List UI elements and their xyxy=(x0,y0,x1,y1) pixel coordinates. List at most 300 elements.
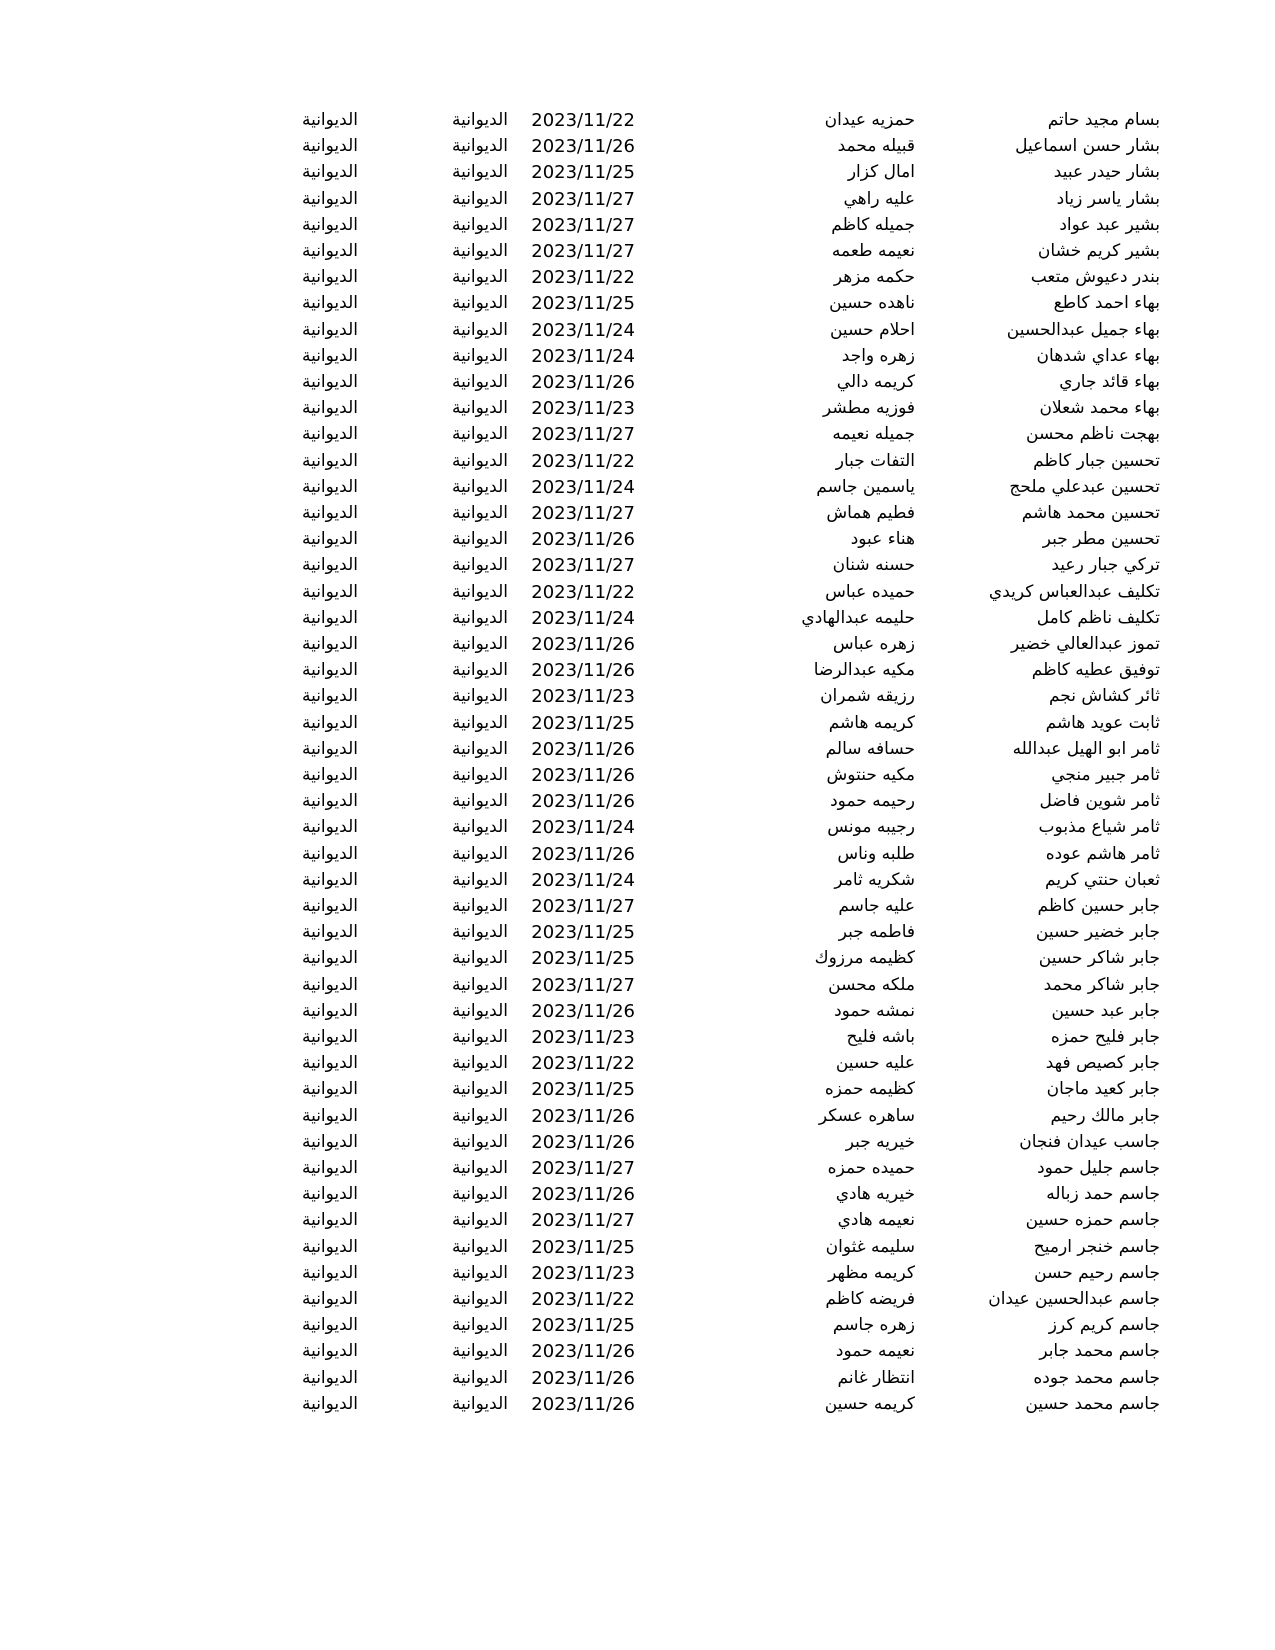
mother-name-cell: حكمه مزهر xyxy=(833,267,915,288)
city-cell: الديوانية xyxy=(301,267,358,288)
mother-name-cell: سليمه غثوان xyxy=(825,1236,915,1257)
province-cell: الديوانية xyxy=(451,922,508,943)
mother-name-cell: جميله نعيمه xyxy=(832,424,915,445)
province-cell: الديوانية xyxy=(451,1341,508,1362)
mother-name-cell: نعيمه حمود xyxy=(835,1341,915,1362)
city-cell: الديوانية xyxy=(301,162,358,183)
name-cell: جابر كصيص فهد xyxy=(1045,1053,1160,1074)
mother-name-cell: فريضه كاظم xyxy=(825,1289,915,1309)
province-cell: الديوانية xyxy=(451,712,508,733)
province-cell: الديوانية xyxy=(451,869,508,890)
city-cell: الديوانية xyxy=(301,1000,358,1021)
table-row xyxy=(0,998,1275,1025)
mother-name-cell: نعيمه هادي xyxy=(837,1210,915,1231)
name-cell: تحسين جبار كاظم xyxy=(1033,450,1160,471)
province-cell: الديوانية xyxy=(451,581,508,602)
name-cell: تحسين مطر جبر xyxy=(1042,529,1160,550)
table-row xyxy=(0,1338,1275,1365)
name-cell: ثائر كشاش نجم xyxy=(1048,686,1160,707)
city-cell: الديوانية xyxy=(301,1236,358,1257)
mother-name-cell: عليه جاسم xyxy=(838,896,915,916)
name-cell: جاسم جليل حمود xyxy=(1037,1158,1160,1178)
table-row xyxy=(0,1129,1275,1156)
name-cell: جابر عبد حسين xyxy=(1051,1000,1160,1021)
city-cell: الديوانية xyxy=(301,1393,358,1414)
date-cell: 2023/11/22 xyxy=(531,581,635,603)
name-cell: جابر حسين كاظم xyxy=(1037,896,1160,916)
table-row xyxy=(0,107,1275,134)
mother-name-cell: زهره عباس xyxy=(832,634,915,654)
name-cell: بهاء عداي شدهان xyxy=(1036,345,1160,366)
date-cell: 2023/11/22 xyxy=(531,1053,635,1075)
name-cell: تكليف عبدالعباس كريدي xyxy=(988,581,1160,602)
city-cell: الديوانية xyxy=(301,922,358,943)
date-cell: 2023/11/25 xyxy=(531,922,635,944)
mother-name-cell: حميده عباس xyxy=(825,581,915,602)
province-cell: الديوانية xyxy=(451,738,508,759)
city-cell: الديوانية xyxy=(301,1315,358,1336)
table-row xyxy=(0,395,1275,422)
city-cell: الديوانية xyxy=(301,450,358,471)
province-cell: الديوانية xyxy=(451,1393,508,1414)
date-cell: 2023/11/27 xyxy=(531,1210,635,1232)
province-cell: الديوانية xyxy=(451,372,508,392)
city-cell: الديوانية xyxy=(301,424,358,445)
name-cell: ثامر شوين فاضل xyxy=(1039,791,1160,812)
mother-name-cell: حليمه عبدالهادي xyxy=(801,607,915,628)
province-cell: الديوانية xyxy=(451,1367,508,1388)
table-row xyxy=(0,1076,1275,1103)
table-row xyxy=(0,133,1275,160)
name-cell: جاسم رحيم حسن xyxy=(1034,1262,1160,1283)
table-row xyxy=(0,631,1275,658)
city-cell: الديوانية xyxy=(301,817,358,838)
mother-name-cell: ملكه محسن xyxy=(828,974,915,995)
name-cell: جاسم محمد جوده xyxy=(1033,1367,1160,1388)
date-cell: 2023/11/27 xyxy=(531,1158,635,1179)
mother-name-cell: ياسمين جاسم xyxy=(816,476,915,497)
city-cell: الديوانية xyxy=(301,1131,358,1152)
date-cell: 2023/11/23 xyxy=(531,686,635,708)
table-row xyxy=(0,972,1275,999)
name-cell: بسام مجيد حاتم xyxy=(1047,110,1160,130)
province-cell: الديوانية xyxy=(451,555,508,576)
city-cell: الديوانية xyxy=(301,529,358,550)
date-cell: 2023/11/22 xyxy=(531,1289,635,1310)
mother-name-cell: مكيه حنتوش xyxy=(826,765,915,785)
city-cell: الديوانية xyxy=(301,372,358,392)
name-cell: جاسم عبدالحسين عيدان xyxy=(988,1289,1160,1309)
date-cell: 2023/11/26 xyxy=(531,1131,635,1153)
city-cell: الديوانية xyxy=(301,1053,358,1074)
mother-name-cell: التفات جبار xyxy=(835,450,915,471)
name-cell: جاسم حمزه حسين xyxy=(1025,1210,1160,1231)
date-cell: 2023/11/26 xyxy=(531,634,635,655)
table-row xyxy=(0,1391,1275,1418)
city-cell: الديوانية xyxy=(301,738,358,759)
mother-name-cell: خيريه هادي xyxy=(835,1184,915,1205)
province-cell: الديوانية xyxy=(451,1079,508,1100)
name-cell: بهاء قائد جاري xyxy=(1059,372,1160,392)
city-cell: الديوانية xyxy=(301,660,358,681)
mother-name-cell: كريمه هاشم xyxy=(828,712,915,733)
mother-name-cell: كريمه مظهر xyxy=(828,1262,915,1283)
table-row xyxy=(0,919,1275,946)
city-cell: الديوانية xyxy=(301,1158,358,1178)
province-cell: الديوانية xyxy=(451,896,508,916)
date-cell: 2023/11/26 xyxy=(531,136,635,158)
date-cell: 2023/11/23 xyxy=(531,1027,635,1048)
date-cell: 2023/11/26 xyxy=(531,843,635,865)
city-cell: الديوانية xyxy=(301,1079,358,1100)
name-cell: تحسين عبدعلي ملحج xyxy=(1009,476,1160,497)
province-cell: الديوانية xyxy=(451,1000,508,1021)
city-cell: الديوانية xyxy=(301,948,358,969)
province-cell: الديوانية xyxy=(451,503,508,523)
city-cell: الديوانية xyxy=(301,1210,358,1231)
table-row xyxy=(0,893,1275,920)
date-cell: 2023/11/27 xyxy=(531,241,635,262)
date-cell: 2023/11/24 xyxy=(531,319,635,341)
city-cell: الديوانية xyxy=(301,765,358,785)
table-row xyxy=(0,369,1275,396)
date-cell: 2023/11/26 xyxy=(531,1184,635,1206)
date-cell: 2023/11/26 xyxy=(531,1393,635,1415)
date-cell: 2023/11/26 xyxy=(531,738,635,760)
date-cell: 2023/11/26 xyxy=(531,1367,635,1389)
mother-name-cell: كريمه حسين xyxy=(824,1393,915,1414)
table-row xyxy=(0,736,1275,763)
city-cell: الديوانية xyxy=(301,136,358,157)
table-row xyxy=(0,1207,1275,1234)
mother-name-cell: نمشه حمود xyxy=(834,1000,915,1021)
name-cell: ثامر شياع مذبوب xyxy=(1038,817,1160,838)
province-cell: الديوانية xyxy=(451,450,508,471)
date-cell: 2023/11/22 xyxy=(531,450,635,472)
date-cell: 2023/11/25 xyxy=(531,1079,635,1101)
city-cell: الديوانية xyxy=(301,896,358,916)
table-row xyxy=(0,762,1275,789)
table-row xyxy=(0,212,1275,239)
table-row xyxy=(0,1234,1275,1261)
table-row xyxy=(0,1103,1275,1130)
city-cell: الديوانية xyxy=(301,869,358,890)
table-row xyxy=(0,526,1275,553)
city-cell: الديوانية xyxy=(301,1027,358,1047)
province-cell: الديوانية xyxy=(451,162,508,183)
province-cell: الديوانية xyxy=(451,529,508,550)
city-cell: الديوانية xyxy=(301,974,358,995)
name-cell: تحسين محمد هاشم xyxy=(1021,503,1160,523)
name-cell: توفيق عطيه كاظم xyxy=(1031,660,1160,681)
province-cell: الديوانية xyxy=(451,1105,508,1126)
table-row xyxy=(0,1024,1275,1051)
date-cell: 2023/11/25 xyxy=(531,948,635,970)
mother-name-cell: فاطمه جبر xyxy=(838,922,915,943)
name-cell: بشير كريم خشان xyxy=(1037,241,1160,261)
name-cell: تكليف ناظم كامل xyxy=(1036,607,1160,628)
table-row xyxy=(0,1312,1275,1339)
mother-name-cell: نعيمه طعمه xyxy=(831,241,915,261)
mother-name-cell: هناء عبود xyxy=(850,529,915,550)
province-cell: الديوانية xyxy=(451,634,508,654)
mother-name-cell: عليه حسين xyxy=(835,1053,915,1074)
mother-name-cell: كظيمه مرزوك xyxy=(814,948,915,969)
date-cell: 2023/11/27 xyxy=(531,188,635,210)
mother-name-cell: زهره واجد xyxy=(841,345,915,366)
province-cell: الديوانية xyxy=(451,110,508,130)
date-cell: 2023/11/27 xyxy=(531,424,635,446)
mother-name-cell: شكريه ثامر xyxy=(834,869,915,890)
table-row xyxy=(0,605,1275,632)
province-cell: الديوانية xyxy=(451,345,508,366)
mother-name-cell: حسنه شنان xyxy=(832,555,915,576)
city-cell: الديوانية xyxy=(301,503,358,523)
name-cell: تموز عبدالعالي خضير xyxy=(1011,634,1160,654)
city-cell: الديوانية xyxy=(301,791,358,812)
mother-name-cell: فطيم هماش xyxy=(826,503,915,523)
province-cell: الديوانية xyxy=(451,1289,508,1309)
name-cell: تركي جبار رعيد xyxy=(1051,555,1160,576)
date-cell: 2023/11/27 xyxy=(531,896,635,917)
date-cell: 2023/11/26 xyxy=(531,1341,635,1363)
mother-name-cell: باشه فليح xyxy=(846,1027,915,1047)
city-cell: الديوانية xyxy=(301,214,358,235)
name-cell: جابر كعيد ماجان xyxy=(1046,1079,1160,1100)
date-cell: 2023/11/22 xyxy=(531,267,635,289)
mother-name-cell: قبيله محمد xyxy=(837,136,915,157)
mother-name-cell: رحيمه حمود xyxy=(830,791,915,812)
date-cell: 2023/11/25 xyxy=(531,162,635,184)
province-cell: الديوانية xyxy=(451,974,508,995)
table-row xyxy=(0,474,1275,501)
name-cell: بهاء محمد شعلان xyxy=(1039,398,1160,419)
table-row xyxy=(0,1365,1275,1392)
table-row xyxy=(0,1286,1275,1313)
table-row xyxy=(0,238,1275,265)
name-cell: جاسم محمد حسين xyxy=(1025,1393,1160,1414)
date-cell: 2023/11/25 xyxy=(531,1236,635,1258)
mother-name-cell: طلبه وناس xyxy=(837,843,915,864)
mother-name-cell: احلام حسين xyxy=(829,319,915,340)
city-cell: الديوانية xyxy=(301,581,358,602)
name-cell: جاسم خنجر ارميح xyxy=(1033,1236,1160,1257)
name-cell: جابر شاكر حسين xyxy=(1038,948,1160,969)
city-cell: الديوانية xyxy=(301,555,358,576)
city-cell: الديوانية xyxy=(301,319,358,340)
table-row xyxy=(0,1181,1275,1208)
date-cell: 2023/11/26 xyxy=(531,529,635,551)
name-cell: بشار حسن اسماعيل xyxy=(1015,136,1160,157)
date-cell: 2023/11/25 xyxy=(531,293,635,315)
name-cell: بشير عبد عواد xyxy=(1059,214,1160,235)
province-cell: الديوانية xyxy=(451,1158,508,1178)
province-cell: الديوانية xyxy=(451,1131,508,1152)
name-cell: ثامر جبير منجي xyxy=(1051,765,1160,785)
province-cell: الديوانية xyxy=(451,398,508,419)
date-cell: 2023/11/24 xyxy=(531,345,635,367)
table-row xyxy=(0,290,1275,317)
name-cell: جاسب عيدان فنجان xyxy=(1019,1131,1160,1152)
date-cell: 2023/11/27 xyxy=(531,503,635,524)
date-cell: 2023/11/22 xyxy=(531,110,635,131)
table-row xyxy=(0,1260,1275,1287)
city-cell: الديوانية xyxy=(301,110,358,130)
city-cell: الديوانية xyxy=(301,1341,358,1362)
mother-name-cell: كريمه دالي xyxy=(836,372,915,392)
name-cell: بشار حيدر عبيد xyxy=(1053,162,1160,183)
mother-name-cell: ساهره عسكر xyxy=(818,1105,915,1126)
province-cell: الديوانية xyxy=(451,1184,508,1205)
table-row xyxy=(0,867,1275,894)
date-cell: 2023/11/26 xyxy=(531,765,635,786)
date-cell: 2023/11/24 xyxy=(531,607,635,629)
mother-name-cell: انتظار غانم xyxy=(837,1367,915,1388)
date-cell: 2023/11/26 xyxy=(531,1105,635,1127)
date-cell: 2023/11/24 xyxy=(531,869,635,891)
mother-name-cell: خيريه جبر xyxy=(845,1131,915,1152)
date-cell: 2023/11/23 xyxy=(531,1262,635,1284)
table-row xyxy=(0,421,1275,448)
province-cell: الديوانية xyxy=(451,1027,508,1047)
table-row xyxy=(0,814,1275,841)
mother-name-cell: حسافه سالم xyxy=(825,738,915,759)
name-cell: ثامر هاشم عوده xyxy=(1045,843,1160,864)
name-cell: بهجت ناظم محسن xyxy=(1026,424,1160,445)
province-cell: الديوانية xyxy=(451,843,508,864)
table-row xyxy=(0,500,1275,527)
city-cell: الديوانية xyxy=(301,1367,358,1388)
table-row xyxy=(0,683,1275,710)
date-cell: 2023/11/26 xyxy=(531,1000,635,1022)
table-row xyxy=(0,343,1275,370)
name-cell: جابر خضير حسين xyxy=(1035,922,1160,943)
date-cell: 2023/11/24 xyxy=(531,476,635,498)
province-cell: الديوانية xyxy=(451,791,508,812)
city-cell: الديوانية xyxy=(301,1289,358,1309)
city-cell: الديوانية xyxy=(301,843,358,864)
name-cell: ثعبان حنتي كريم xyxy=(1045,869,1160,890)
mother-name-cell: امال كزار xyxy=(847,162,915,183)
city-cell: الديوانية xyxy=(301,1262,358,1283)
province-cell: الديوانية xyxy=(451,1262,508,1283)
date-cell: 2023/11/27 xyxy=(531,974,635,996)
province-cell: الديوانية xyxy=(451,607,508,628)
province-cell: الديوانية xyxy=(451,1315,508,1336)
mother-name-cell: زهره جاسم xyxy=(832,1315,915,1336)
province-cell: الديوانية xyxy=(451,817,508,838)
province-cell: الديوانية xyxy=(451,293,508,314)
name-cell: بهاء احمد كاطع xyxy=(1053,293,1160,314)
table-row xyxy=(0,1155,1275,1182)
name-cell: ثامر ابو الهيل عبدالله xyxy=(1012,738,1160,759)
city-cell: الديوانية xyxy=(301,1105,358,1126)
city-cell: الديوانية xyxy=(301,634,358,654)
date-cell: 2023/11/23 xyxy=(531,398,635,420)
province-cell: الديوانية xyxy=(451,686,508,707)
province-cell: الديوانية xyxy=(451,136,508,157)
mother-name-cell: رزيقه شمران xyxy=(820,686,915,707)
province-cell: الديوانية xyxy=(451,424,508,445)
province-cell: الديوانية xyxy=(451,188,508,209)
date-cell: 2023/11/26 xyxy=(531,791,635,813)
date-cell: 2023/11/24 xyxy=(531,817,635,839)
province-cell: الديوانية xyxy=(451,214,508,235)
city-cell: الديوانية xyxy=(301,398,358,419)
city-cell: الديوانية xyxy=(301,686,358,707)
mother-name-cell: جميله كاظم xyxy=(831,214,915,235)
name-cell: جابر شاكر محمد xyxy=(1043,974,1160,995)
date-cell: 2023/11/27 xyxy=(531,555,635,577)
date-cell: 2023/11/25 xyxy=(531,712,635,734)
city-cell: الديوانية xyxy=(301,1184,358,1205)
mother-name-cell: عليه راهي xyxy=(843,188,915,209)
table-row xyxy=(0,317,1275,344)
table-row xyxy=(0,159,1275,186)
table-row xyxy=(0,788,1275,815)
name-cell: جاسم حمد زباله xyxy=(1046,1184,1160,1205)
city-cell: الديوانية xyxy=(301,345,358,366)
province-cell: الديوانية xyxy=(451,241,508,261)
city-cell: الديوانية xyxy=(301,241,358,261)
date-cell: 2023/11/26 xyxy=(531,660,635,682)
city-cell: الديوانية xyxy=(301,607,358,628)
mother-name-cell: فوزيه مطشر xyxy=(823,398,915,419)
date-cell: 2023/11/27 xyxy=(531,214,635,236)
mother-name-cell: حمزيه عيدان xyxy=(824,110,915,130)
table-row xyxy=(0,186,1275,213)
name-cell: جابر فليح حمزه xyxy=(1050,1027,1160,1047)
province-cell: الديوانية xyxy=(451,948,508,969)
province-cell: الديوانية xyxy=(451,1236,508,1257)
date-cell: 2023/11/26 xyxy=(531,372,635,393)
province-cell: الديوانية xyxy=(451,267,508,288)
name-cell: جاسم محمد جابر xyxy=(1039,1341,1160,1362)
province-cell: الديوانية xyxy=(451,660,508,681)
table-row xyxy=(0,841,1275,868)
name-cell: بندر دعيوش متعب xyxy=(1030,267,1160,288)
city-cell: الديوانية xyxy=(301,188,358,209)
city-cell: الديوانية xyxy=(301,712,358,733)
city-cell: الديوانية xyxy=(301,293,358,314)
province-cell: الديوانية xyxy=(451,1210,508,1231)
name-cell: بشار ياسر زياد xyxy=(1056,188,1160,209)
table-row xyxy=(0,552,1275,579)
table-row xyxy=(0,710,1275,737)
mother-name-cell: حميده حمزه xyxy=(827,1158,915,1178)
table-row xyxy=(0,945,1275,972)
name-cell: بهاء جميل عبدالحسين xyxy=(1006,319,1160,340)
table-row xyxy=(0,264,1275,291)
province-cell: الديوانية xyxy=(451,765,508,785)
table-row xyxy=(0,657,1275,684)
table-row xyxy=(0,1050,1275,1077)
name-cell: جابر مالك رحيم xyxy=(1050,1105,1160,1126)
province-cell: الديوانية xyxy=(451,476,508,497)
mother-name-cell: رجيبه مونس xyxy=(827,817,915,838)
mother-name-cell: كظيمه حمزه xyxy=(824,1079,915,1100)
province-cell: الديوانية xyxy=(451,1053,508,1074)
name-cell: ثابت عويد هاشم xyxy=(1045,712,1160,733)
table-row xyxy=(0,579,1275,606)
city-cell: الديوانية xyxy=(301,476,358,497)
name-cell: جاسم كريم كرز xyxy=(1048,1315,1160,1336)
table-row xyxy=(0,448,1275,475)
mother-name-cell: ناهده حسين xyxy=(829,293,915,314)
province-cell: الديوانية xyxy=(451,319,508,340)
date-cell: 2023/11/25 xyxy=(531,1315,635,1337)
mother-name-cell: مكيه عبدالرضا xyxy=(813,660,915,681)
